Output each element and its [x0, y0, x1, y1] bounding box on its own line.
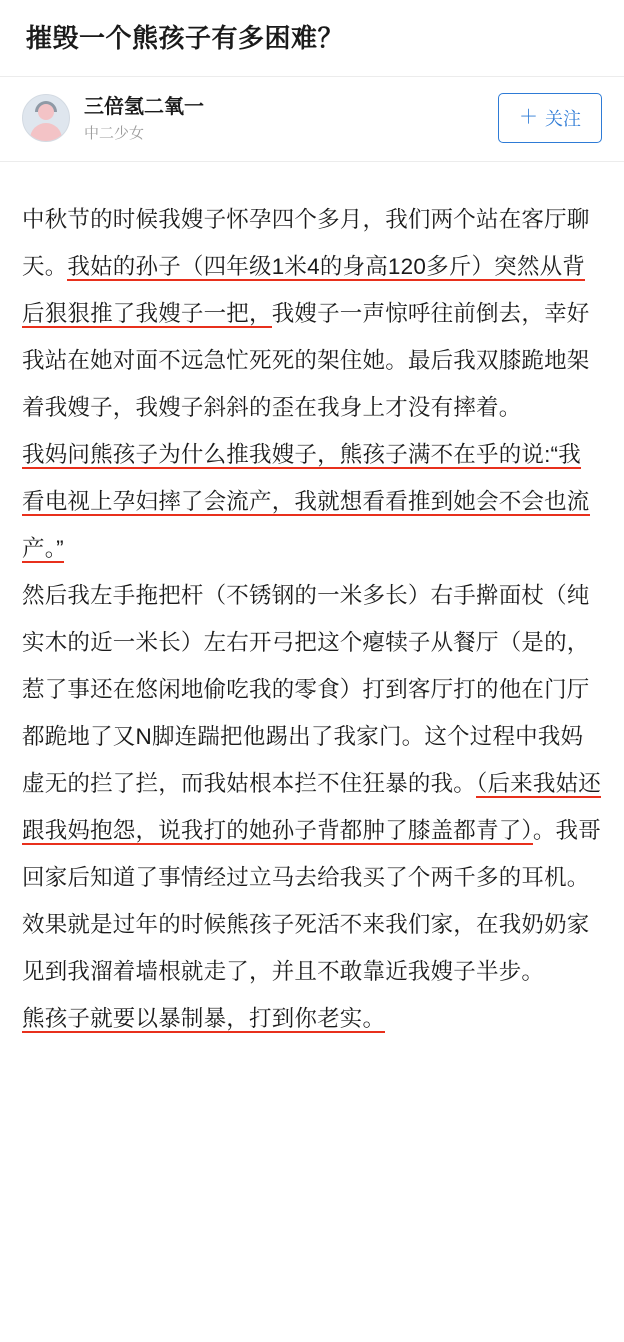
avatar-body [30, 123, 62, 142]
title-bar [0, 0, 624, 77]
highlighted-text: 熊孩子就要以暴制暴，打到你老实。 [22, 1006, 386, 1032]
article-paragraph [22, 431, 602, 572]
follow-button[interactable] [498, 93, 602, 143]
page-title: 摧毁一个熊孩子有多困难？ [26, 23, 345, 53]
paragraph-text: 然后我左手拖把杆（不锈钢的一米多长）右手擀面杖（纯实木的近一米长）左右开弓把这个瘪犊子从餐厅（是的，惹了事还在悠闲地偷吃我的零食）打到客厅打的他在门厅都跪地了又N脚连踹把他踢出了我家门。这个过程中我妈虚无的拦了拦，而我姑根本拦不住狂暴的我。 [22, 583, 590, 797]
follow-button-label: 关注 [545, 109, 581, 130]
article-paragraph [22, 572, 602, 901]
article-paragraph [22, 995, 602, 1042]
author-meta [84, 93, 498, 144]
author-description: 中二少女 [84, 124, 145, 142]
article-paragraph [22, 196, 602, 431]
article-body [0, 162, 624, 1052]
highlighted-text: 我妈问熊孩子为什么推我嫂子，熊孩子满不在乎的说:“我看电视上孕妇摔了会流产，我就想看看推到她会不会也流产。” [22, 442, 590, 562]
avatar[interactable] [22, 94, 70, 142]
author-name[interactable]: 三倍氢二氧一 [84, 95, 204, 118]
paragraph-text: 中秋节的时候我嫂子怀孕四个多月，我们两个站在客厅聊天。 [22, 207, 590, 280]
author-bar [0, 77, 624, 163]
highlighted-text: （后来我姑还跟我妈抱怨，说我打的她孙子背都肿了膝盖都青了） [22, 771, 601, 844]
paragraph-text: 。我哥回家后知道了事情经过立马去给我买了个两千多的耳机。 [22, 818, 601, 891]
plus-icon: ＋ [518, 106, 538, 128]
paragraph-text: 效果就是过年的时候熊孩子死活不来我们家，在我奶奶家见到我溜着墙根就走了，并且不敢靠近我嫂子半步。 [22, 912, 590, 985]
highlighted-text: 我姑的孙子（四年级1米4的身高120多斤）突然从背后狠狠推了我嫂子一把， [22, 254, 585, 327]
paragraph-text: 我嫂子一声惊呼往前倒去，幸好我站在她对面不远急忙死死的架住她。最后我双膝跪地架着我嫂子，我嫂子斜斜的歪在我身上才没有摔着。 [22, 301, 590, 421]
bottom-spacer [0, 1052, 624, 1064]
article-paragraph [22, 901, 602, 995]
avatar-head [38, 104, 54, 120]
